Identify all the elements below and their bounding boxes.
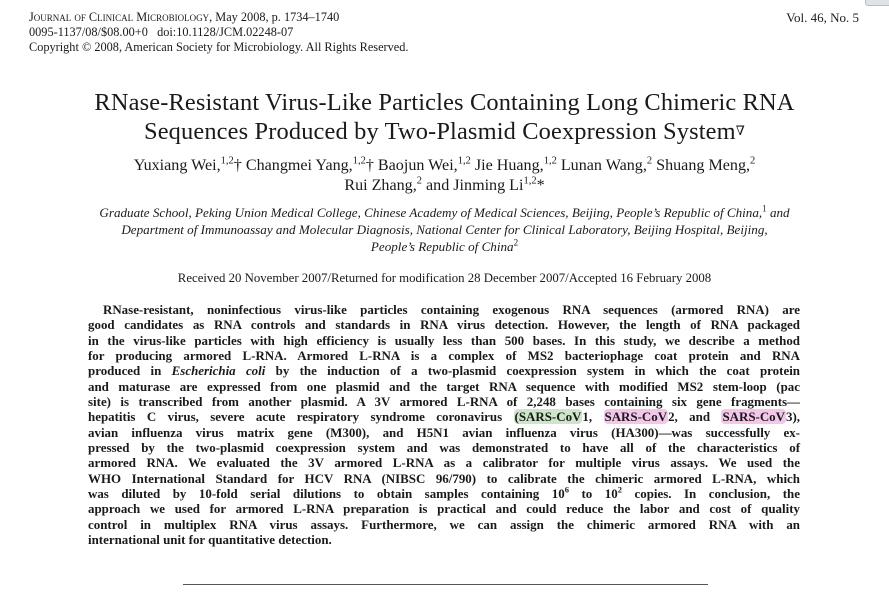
abstract-line: control in multiplex RNA virus assays. Furthermore, we can assign the chimeric armored RNA with an	[88, 516, 800, 532]
abstract-text: RNase-resistant, noninfectious virus-like particles containing exogenous RNA sequences (armored RNA) are	[103, 302, 800, 317]
author-name: Shuang Meng,	[656, 157, 751, 174]
author-mark: *	[536, 177, 545, 194]
abstract-line: site) is transcribed from another plasmid. A 3V armored L-RNA of 2,248 bases containing six gene fragments—	[88, 394, 800, 410]
abstract-line: for producing armored L-RNA. Armored L-RNA is a complex of MS2 bacteriophage coat protein and RNA	[88, 348, 800, 364]
author-name: Jie Huang,	[474, 157, 544, 174]
abstract-text: hepatitis C virus, severe acute respiratory syndrome coronavirus	[88, 409, 514, 425]
author-sup: 2	[750, 155, 756, 167]
title-line-2-text: Sequences Produced by Two-Plasmid Coexpression System	[143, 118, 736, 145]
abstract-text: 1,	[582, 409, 604, 425]
author-sup: 1,2	[457, 155, 471, 167]
author-mark: †	[233, 157, 242, 174]
paper-title	[0, 88, 889, 146]
author-name: Changmei Yang,	[245, 157, 353, 174]
author-sup: 1,2	[352, 155, 366, 167]
corner-tab[interactable]	[865, 0, 889, 6]
title-line-1: RNase-Resistant Virus-Like Particles Containing Long Chimeric RNA	[94, 89, 795, 116]
abstract-line: international unit for quantitative detection.	[88, 532, 332, 548]
abstract-line: in the virus-like particles with high efficiency is usually less than 500 bases. In this study, we describe a method	[88, 332, 800, 348]
affiliation-1-tail: and	[766, 205, 790, 220]
affiliation-1-sup: 1	[762, 203, 767, 214]
organism-name: Escherichia coli	[171, 363, 266, 379]
abstract-line	[88, 302, 800, 317]
affiliations	[0, 205, 889, 255]
author-sup: 1,2	[523, 175, 537, 187]
footnote-rule	[183, 584, 708, 585]
author-mark: †	[365, 157, 374, 174]
abstract-text: produced in	[88, 363, 172, 379]
abstract-text: 2, and	[668, 409, 722, 425]
highlight-sars-cov-2[interactable]: SARS-CoV	[604, 409, 668, 425]
affiliation-line-1	[0, 205, 889, 222]
author-name: Baojun Wei,	[377, 157, 458, 174]
journal-volume: Vol. 46, No. 5	[786, 10, 859, 25]
title-line-2	[0, 117, 889, 146]
received-dates: Received 20 November 2007/Returned for modification 28 December 2007/Accepted 16 February 2008	[177, 271, 712, 285]
abstract-text: to 10	[568, 486, 618, 502]
author-sup: 2	[646, 155, 653, 167]
title-mark: ∇	[735, 123, 746, 138]
exponent: 2	[617, 484, 622, 495]
highlight-sars-cov-3[interactable]: SARS-CoV	[722, 409, 785, 425]
abstract-text: 3),	[785, 409, 800, 425]
abstract-line	[88, 409, 800, 424]
abstract-line: pressed by the two-plasmid coexpression system and was demonstrated to have all of the characteristics of	[88, 440, 800, 456]
affiliation-line-2: Department of Immunoassay and Molecular Diagnosis, National Center for Clinical Laboratory, Beijing Hospital, Beijing,	[121, 221, 768, 237]
abstract-line: armored RNA. We evaluated the 3V armored L-RNA as a calibrator for multiple virus assays. We used the	[88, 455, 800, 471]
abstract-text: by the induction of a two-plasmid coexpression system in which the coat protein	[265, 363, 800, 379]
journal-name: Journal of Clinical Microbiology	[29, 10, 210, 24]
author-sup: 2	[416, 175, 422, 187]
abstract-line	[88, 363, 800, 378]
abstract	[88, 302, 800, 548]
abstract-line: approach we used for armored L-RNA preparation is practical and could reduce the labor and cost of quality	[88, 501, 800, 517]
author-name: Rui Zhang,	[344, 177, 417, 194]
author-line-2	[0, 176, 889, 196]
journal-copyright: Copyright © 2008, American Society for Microbiology. All Rights Reserved.	[29, 40, 409, 54]
author-line-1	[0, 156, 889, 176]
highlight-sars-cov-1[interactable]: (SARS-CoV	[514, 409, 582, 425]
author-name: Yuxiang Wei,	[133, 157, 221, 174]
abstract-line: and maturase are expressed from one plasmid and the target RNA sequence with modified MS2 stem-loop (pac	[88, 378, 800, 394]
author-list	[0, 156, 889, 196]
affiliation-2-sup: 2	[513, 237, 519, 248]
abstract-text: was diluted by 10-fold serial dilutions to obtain samples containing 10	[88, 486, 565, 502]
abstract-text: copies. In conclusion, the	[621, 486, 800, 502]
affiliation-line-3	[0, 239, 889, 256]
journal-citation-line	[29, 10, 408, 25]
exponent: 6	[564, 484, 569, 495]
journal-ids: 0095-1137/08/$08.00+0 doi:10.1128/JCM.02248-07	[29, 25, 294, 39]
abstract-line	[88, 486, 800, 501]
author-sup: 1,2	[220, 155, 234, 167]
journal-date-pages: , May 2008, p. 1734–1740	[209, 10, 340, 24]
affiliation-2-tail: People’s Republic of China	[370, 238, 514, 254]
author-name: Lunan Wang,	[560, 157, 647, 174]
affiliation-1: Graduate School, Peking Union Medical College, Chinese Academy of Medical Sciences, Beijing, People’s Republic of China,	[99, 205, 763, 220]
author-sup: 1,2	[543, 155, 557, 167]
abstract-line: WHO International Standard for HCV RNA (NIBSC 96/790) to calibrate the chimeric armored L-RNA, which	[88, 470, 800, 486]
abstract-line: avian influenza virus matrix gene (M300), and H5N1 avian influenza virus (HA300)—was successfully ex-	[88, 424, 800, 440]
author-name: and Jinming Li	[426, 177, 524, 194]
abstract-line: good candidates as RNA controls and standards in RNA virus detection. However, the length of RNA packaged	[88, 317, 800, 333]
journal-header	[29, 10, 408, 55]
